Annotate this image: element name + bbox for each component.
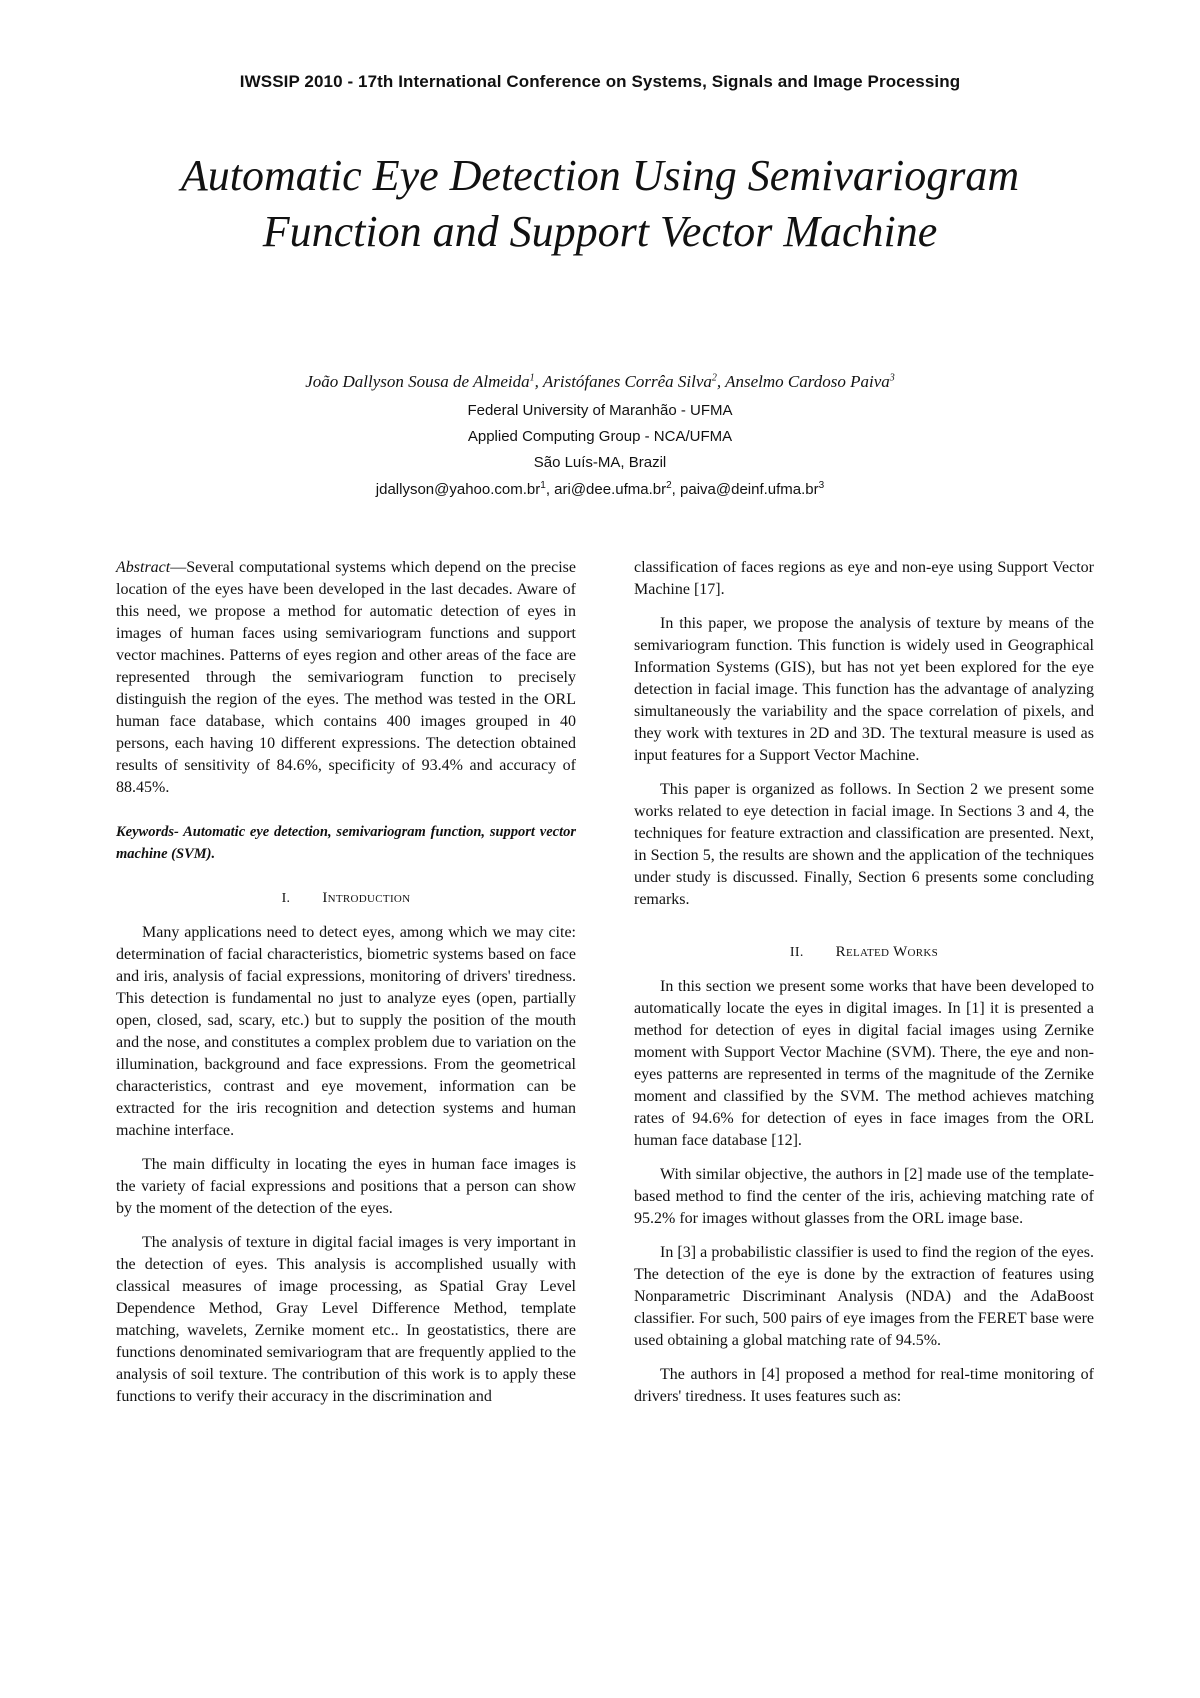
- abstract-label: Abstract: [116, 559, 171, 576]
- author-3: Anselmo Cardoso Paiva: [725, 372, 890, 391]
- author-separator: ,: [716, 372, 726, 391]
- email-1-sup: 1: [540, 480, 546, 491]
- email-2-sup: 2: [666, 480, 672, 491]
- email-1: jdallyson@yahoo.com.br: [375, 481, 541, 498]
- section-1-number: I.: [281, 891, 291, 906]
- affiliation-line-1: Federal University of Maranhão - UFMA: [467, 402, 733, 419]
- author-separator: ,: [534, 372, 543, 391]
- affiliation-line-2: Applied Computing Group - NCA/UFMA: [467, 428, 733, 445]
- conference-header: IWSSIP 2010 - 17th International Conference on Systems, Signals and Image Processing: [239, 72, 961, 91]
- right-column: [634, 557, 1094, 1420]
- left-column: [116, 557, 576, 1420]
- related-paragraph-2: With similar objective, the authors in [2] made use of the template-based method to find the center of the iris, achieving matching rate of 95.2% for images without glasses from the ORL image base.: [634, 1166, 1094, 1227]
- email-separator: ,: [671, 481, 681, 498]
- abstract-dash: —: [170, 559, 187, 576]
- keywords: Keywords- Automatic eye detection, semivariogram function, support vector machine (SVM).: [116, 824, 576, 862]
- related-paragraph-1: In this section we present some works that have been developed to automatically locate the eyes in digital images. In [1] it is presented a method for detection of eyes in digital facial images using Zernike moment with Support Vector Machine (SVM). There, the eye and non-eyes patterns are represented in terms of the magnitude of the Zernike moment and classified by the SVM. The method achieves matching rates of 94.6% for detection of eyes in face images from the ORL human face database [12].: [634, 978, 1094, 1149]
- email-3-sup: 3: [818, 480, 825, 491]
- intro-paragraph-1: Many applications need to detect eyes, among which we may cite: determination of facial characteristics, biometric systems based on face and iris, analysis of facial expressions, monitoring of drivers' tiredness. This detection is fundamental no just to analyze eyes (open, partially open, closed, sad, scary, etc.) but to supply the position of the mouth and the nose, and constitutes a complex problem due to variation on the illumination, background and face expressions. From the geometrical characteristics, contrast and eye movement, information can be extracted for the iris recognition and detection systems and human machine interface.: [116, 924, 576, 1139]
- intro-paragraph-4: In this paper, we propose the analysis of texture by means of the semivariogram function. This function is widely used in Geographical Information Systems (GIS), but has not yet been explored for the eye detection in facial image. This function has the advantage of analyzing simultaneously the variability and the space correlation of pixels, and they work with textures in 2D and 3D. The textural measure is used as input features for a Support Vector Machine.: [634, 615, 1094, 764]
- section-2-number: II.: [789, 945, 804, 960]
- email-separator: ,: [545, 481, 555, 498]
- section-2-title: Related Works: [835, 944, 939, 960]
- author-3-sup: 3: [889, 372, 895, 384]
- abstract-text: Several computational systems which depend on the precise location of the eyes have been developed in the last decades. Aware of this need, we propose a method for automatic detection of eyes in images of human faces using semivariogram functions and support vector machines. Patterns of eyes region and other areas of the face are represented through the semivariogram function to precisely distinguish the region of the eyes. The method was tested in the ORL human face database, which contains 400 images grouped in 40 persons, each having 10 different expressions. The detection obtained results of sensitivity of 84.6%, specificity of 93.4% and accuracy of 88.45%.: [116, 559, 576, 796]
- author-2-sup: 2: [711, 372, 717, 384]
- intro-continued-paragraph: classification of faces regions as eye and non-eye using Support Vector Machine [17].: [634, 559, 1094, 598]
- author-list: [0, 372, 1200, 392]
- author-emails: [0, 480, 1200, 498]
- paper-title: [60, 148, 1140, 260]
- intro-paragraph-5: This paper is organized as follows. In Section 2 we present some works related to eye detection in facial image. In Sections 3 and 4, the techniques for feature extraction and classification are presented. Next, in Section 5, the results are shown and the application of the techniques under study is discussed. Finally, Section 6 presents some concluding remarks.: [634, 781, 1094, 908]
- email-2: ari@dee.ufma.br: [554, 481, 667, 498]
- intro-paragraph-2: The main difficulty in locating the eyes in human face images is the variety of facial expressions and positions that a person can show by the moment of the detection of the eyes.: [116, 1156, 576, 1217]
- related-paragraph-3: In [3] a probabilistic classifier is used to find the region of the eyes. The detection of the eye is done by the extraction of features using Nonparametric Discriminant Analysis (NDA) and the AdaBoost classifier. For such, 500 pairs of eye images from the FERET base were used obtaining a global matching rate of 94.5%.: [634, 1244, 1094, 1349]
- affiliation-line-3: São Luís-MA, Brazil: [533, 454, 667, 471]
- section-heading-introduction: [116, 887, 576, 910]
- email-3: paiva@deinf.ufma.br: [680, 481, 819, 498]
- section-1-title: Introduction: [322, 890, 411, 906]
- intro-paragraph-3: The analysis of texture in digital facial images is very important in the detection of eyes. This analysis is accomplished usually with classical measures of image processing, as Spatial Gray Level Dependence Method, Gray Level Difference Method, template matching, wavelets, Zernike moment etc.. In geostatistics, there are functions denominated semivariogram that are frequently applied to the analysis of soil texture. The contribution of this work is to apply these functions to verify their accuracy in the discrimination and: [116, 1234, 576, 1405]
- title-line-1: Automatic Eye Detection Using Semivariogram: [180, 151, 1020, 200]
- author-2: Aristófanes Corrêa Silva: [542, 372, 712, 391]
- author-1: João Dallyson Sousa de Almeida: [305, 372, 530, 391]
- title-line-2: Function and Support Vector Machine: [262, 207, 938, 256]
- related-paragraph-4: The authors in [4] proposed a method for real-time monitoring of drivers' tiredness. It uses features such as:: [634, 1366, 1094, 1405]
- section-heading-related-works: [634, 941, 1094, 964]
- abstract: [116, 557, 576, 799]
- author-1-sup: 1: [529, 372, 535, 384]
